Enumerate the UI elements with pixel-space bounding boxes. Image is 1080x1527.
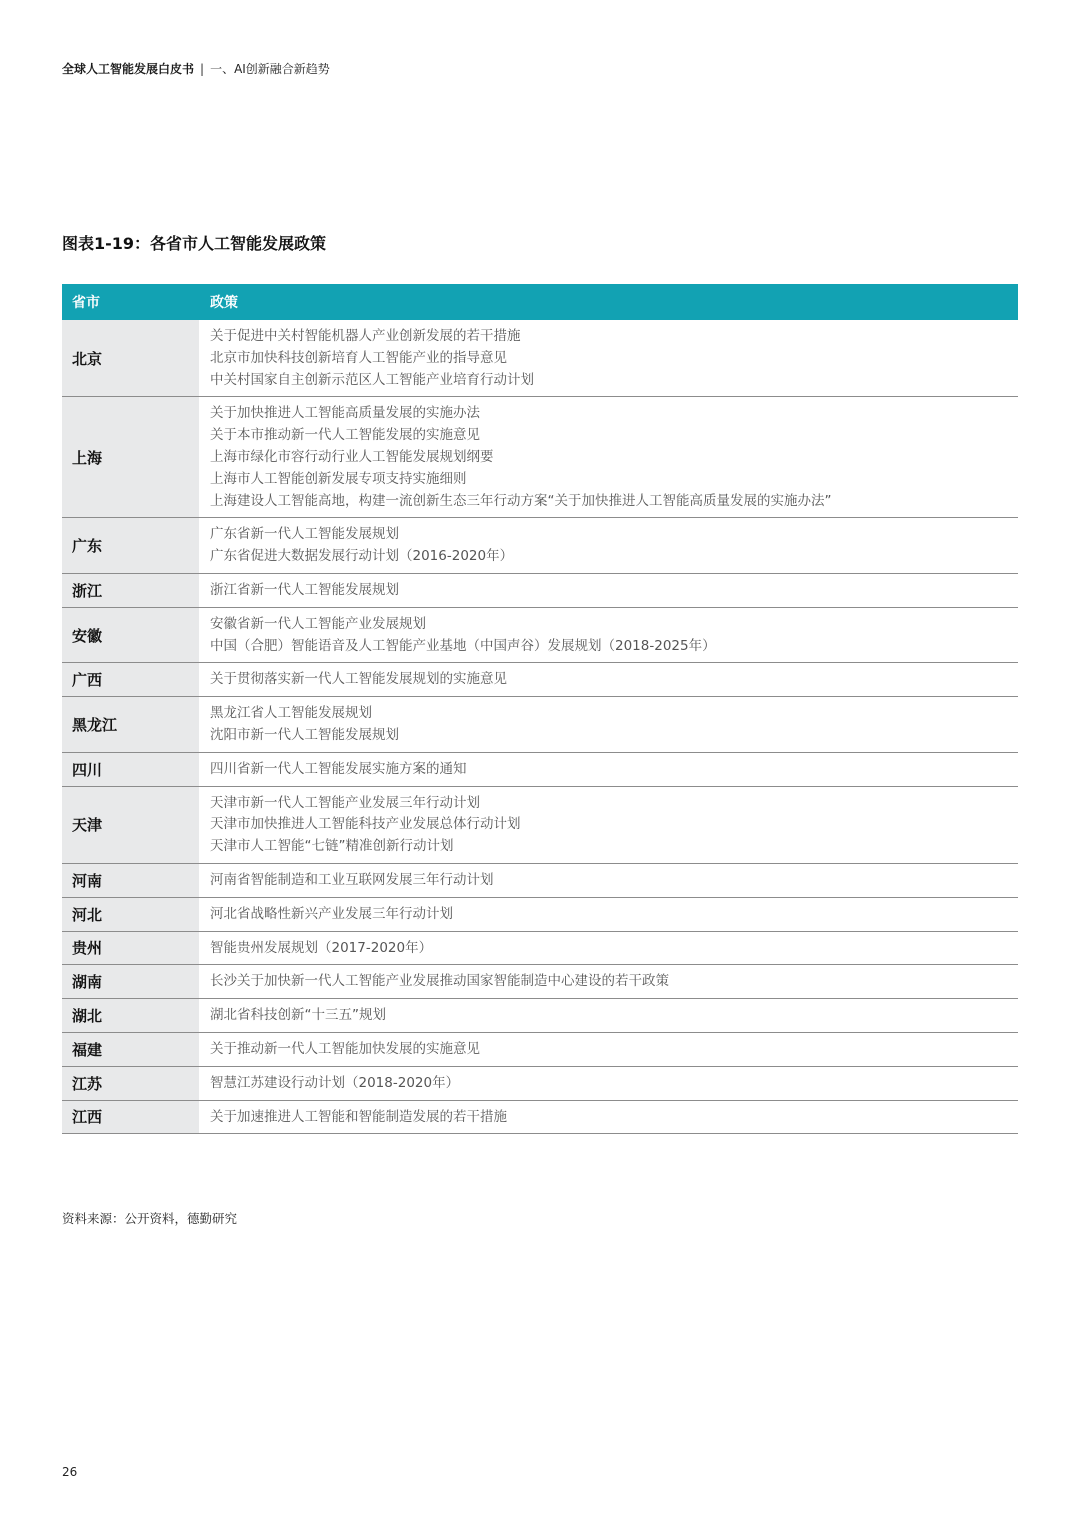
table-row [62,965,1018,999]
policy-item: 长沙关于加快新一代人工智能产业发展推动国家智能制造中心建设的若干政策 [210,973,669,990]
table-row [62,999,1018,1033]
source-note: 资料来源：公开资料，德勤研究 [62,1211,238,1226]
table-row [62,1032,1018,1066]
policy-item: 天津市人工智能“七链”精准创新行动计划 [210,838,454,855]
table-row [62,1066,1018,1100]
province-cell: 河北 [62,897,199,931]
policy-cell [199,999,1018,1033]
policy-cell [199,663,1018,697]
table-row [62,863,1018,897]
province-cell: 浙江 [62,573,199,607]
policy-item: 关于促进中关村智能机器人产业创新发展的若干措施 [210,328,521,344]
policy-cell [199,397,1018,518]
policy-item: 河北省战略性新兴产业发展三年行动计划 [210,905,453,922]
column-header-province: 省市 [62,284,199,320]
policy-cell [199,607,1018,663]
province-cell: 湖南 [62,965,199,999]
policy-cell [199,697,1018,753]
column-header-policy: 政策 [199,284,1018,320]
policy-item: 智能贵州发展规划（2017-2020年） [210,939,433,956]
policy-cell [199,1100,1018,1134]
policy-item: 上海建设人工智能高地，构建一流创新生态三年行动方案“关于加快推进人工智能高质量发展的实施办法” [210,492,832,509]
province-cell: 福建 [62,1032,199,1066]
province-cell: 广东 [62,518,199,574]
policy-item: 关于本市推动新一代人工智能发展的实施意见 [210,427,480,444]
document-title: 全球人工智能发展白皮书 [62,62,195,76]
policy-cell [199,863,1018,897]
policy-item: 中国（合肥）智能语音及人工智能产业基地（中国声谷）发展规划（2018-2025年） [210,637,716,654]
figure-title: 图表1-19：各省市人工智能发展政策 [62,234,327,253]
policy-item: 湖北省科技创新“十三五”规划 [210,1007,386,1024]
policy-item: 沈阳市新一代人工智能发展规划 [210,726,399,743]
table-row [62,573,1018,607]
policy-cell [199,786,1018,863]
table-row [62,931,1018,965]
header-separator: | [200,62,205,76]
policy-table [62,284,1018,1134]
page-number: 26 [62,1465,78,1479]
policy-item: 天津市新一代人工智能产业发展三年行动计划 [210,794,480,811]
policy-item: 上海市绿化市容行动行业人工智能发展规划纲要 [210,448,494,465]
province-cell: 江苏 [62,1066,199,1100]
table-row [62,320,1018,397]
policy-item: 四川省新一代人工智能发展实施方案的通知 [210,760,467,777]
policy-item: 关于加速推进人工智能和智能制造发展的若干措施 [210,1108,507,1125]
table-row [62,518,1018,574]
policy-cell [199,1032,1018,1066]
province-cell: 四川 [62,752,199,786]
province-cell: 黑龙江 [62,697,199,753]
province-cell: 天津 [62,786,199,863]
table-body [62,320,1018,1134]
table-row [62,663,1018,697]
table-row [62,397,1018,518]
table-row [62,697,1018,753]
province-cell: 北京 [62,320,199,397]
province-cell: 广西 [62,663,199,697]
running-header [62,60,330,78]
province-cell: 贵州 [62,931,199,965]
table-row [62,607,1018,663]
table-row [62,752,1018,786]
policy-item: 黑龙江省人工智能发展规划 [210,705,372,722]
policy-cell [199,752,1018,786]
table-row [62,786,1018,863]
policy-item: 关于加快推进人工智能高质量发展的实施办法 [210,405,480,422]
policy-item: 上海市人工智能创新发展专项支持实施细则 [210,470,467,487]
policy-cell [199,320,1018,397]
policy-item: 智慧江苏建设行动计划（2018-2020年） [210,1074,460,1091]
province-cell: 安徽 [62,607,199,663]
province-cell: 上海 [62,397,199,518]
policy-item: 广东省新一代人工智能发展规划 [210,526,399,543]
policy-cell [199,897,1018,931]
policy-cell [199,965,1018,999]
policy-cell [199,1066,1018,1100]
policy-item: 浙江省新一代人工智能发展规划 [210,581,399,598]
province-cell: 江西 [62,1100,199,1134]
policy-item: 河南省智能制造和工业互联网发展三年行动计划 [210,871,494,888]
policy-item: 安徽省新一代人工智能产业发展规划 [210,615,426,632]
section-title: 一、AI创新融合新趋势 [210,62,330,76]
policy-item: 关于贯彻落实新一代人工智能发展规划的实施意见 [210,671,507,688]
policy-cell [199,518,1018,574]
policy-item: 天津市加快推进人工智能科技产业发展总体行动计划 [210,816,521,833]
policy-item: 中关村国家自主创新示范区人工智能产业培育行动计划 [210,371,534,388]
province-cell: 河南 [62,863,199,897]
table-header [62,284,1018,320]
policy-cell [199,573,1018,607]
policy-item: 广东省促进大数据发展行动计划（2016-2020年） [210,548,514,565]
policy-item: 关于推动新一代人工智能加快发展的实施意见 [210,1040,480,1057]
province-cell: 湖北 [62,999,199,1033]
table-row [62,897,1018,931]
policy-item: 北京市加快科技创新培育人工智能产业的指导意见 [210,349,507,366]
table-row [62,1100,1018,1134]
policy-cell [199,931,1018,965]
